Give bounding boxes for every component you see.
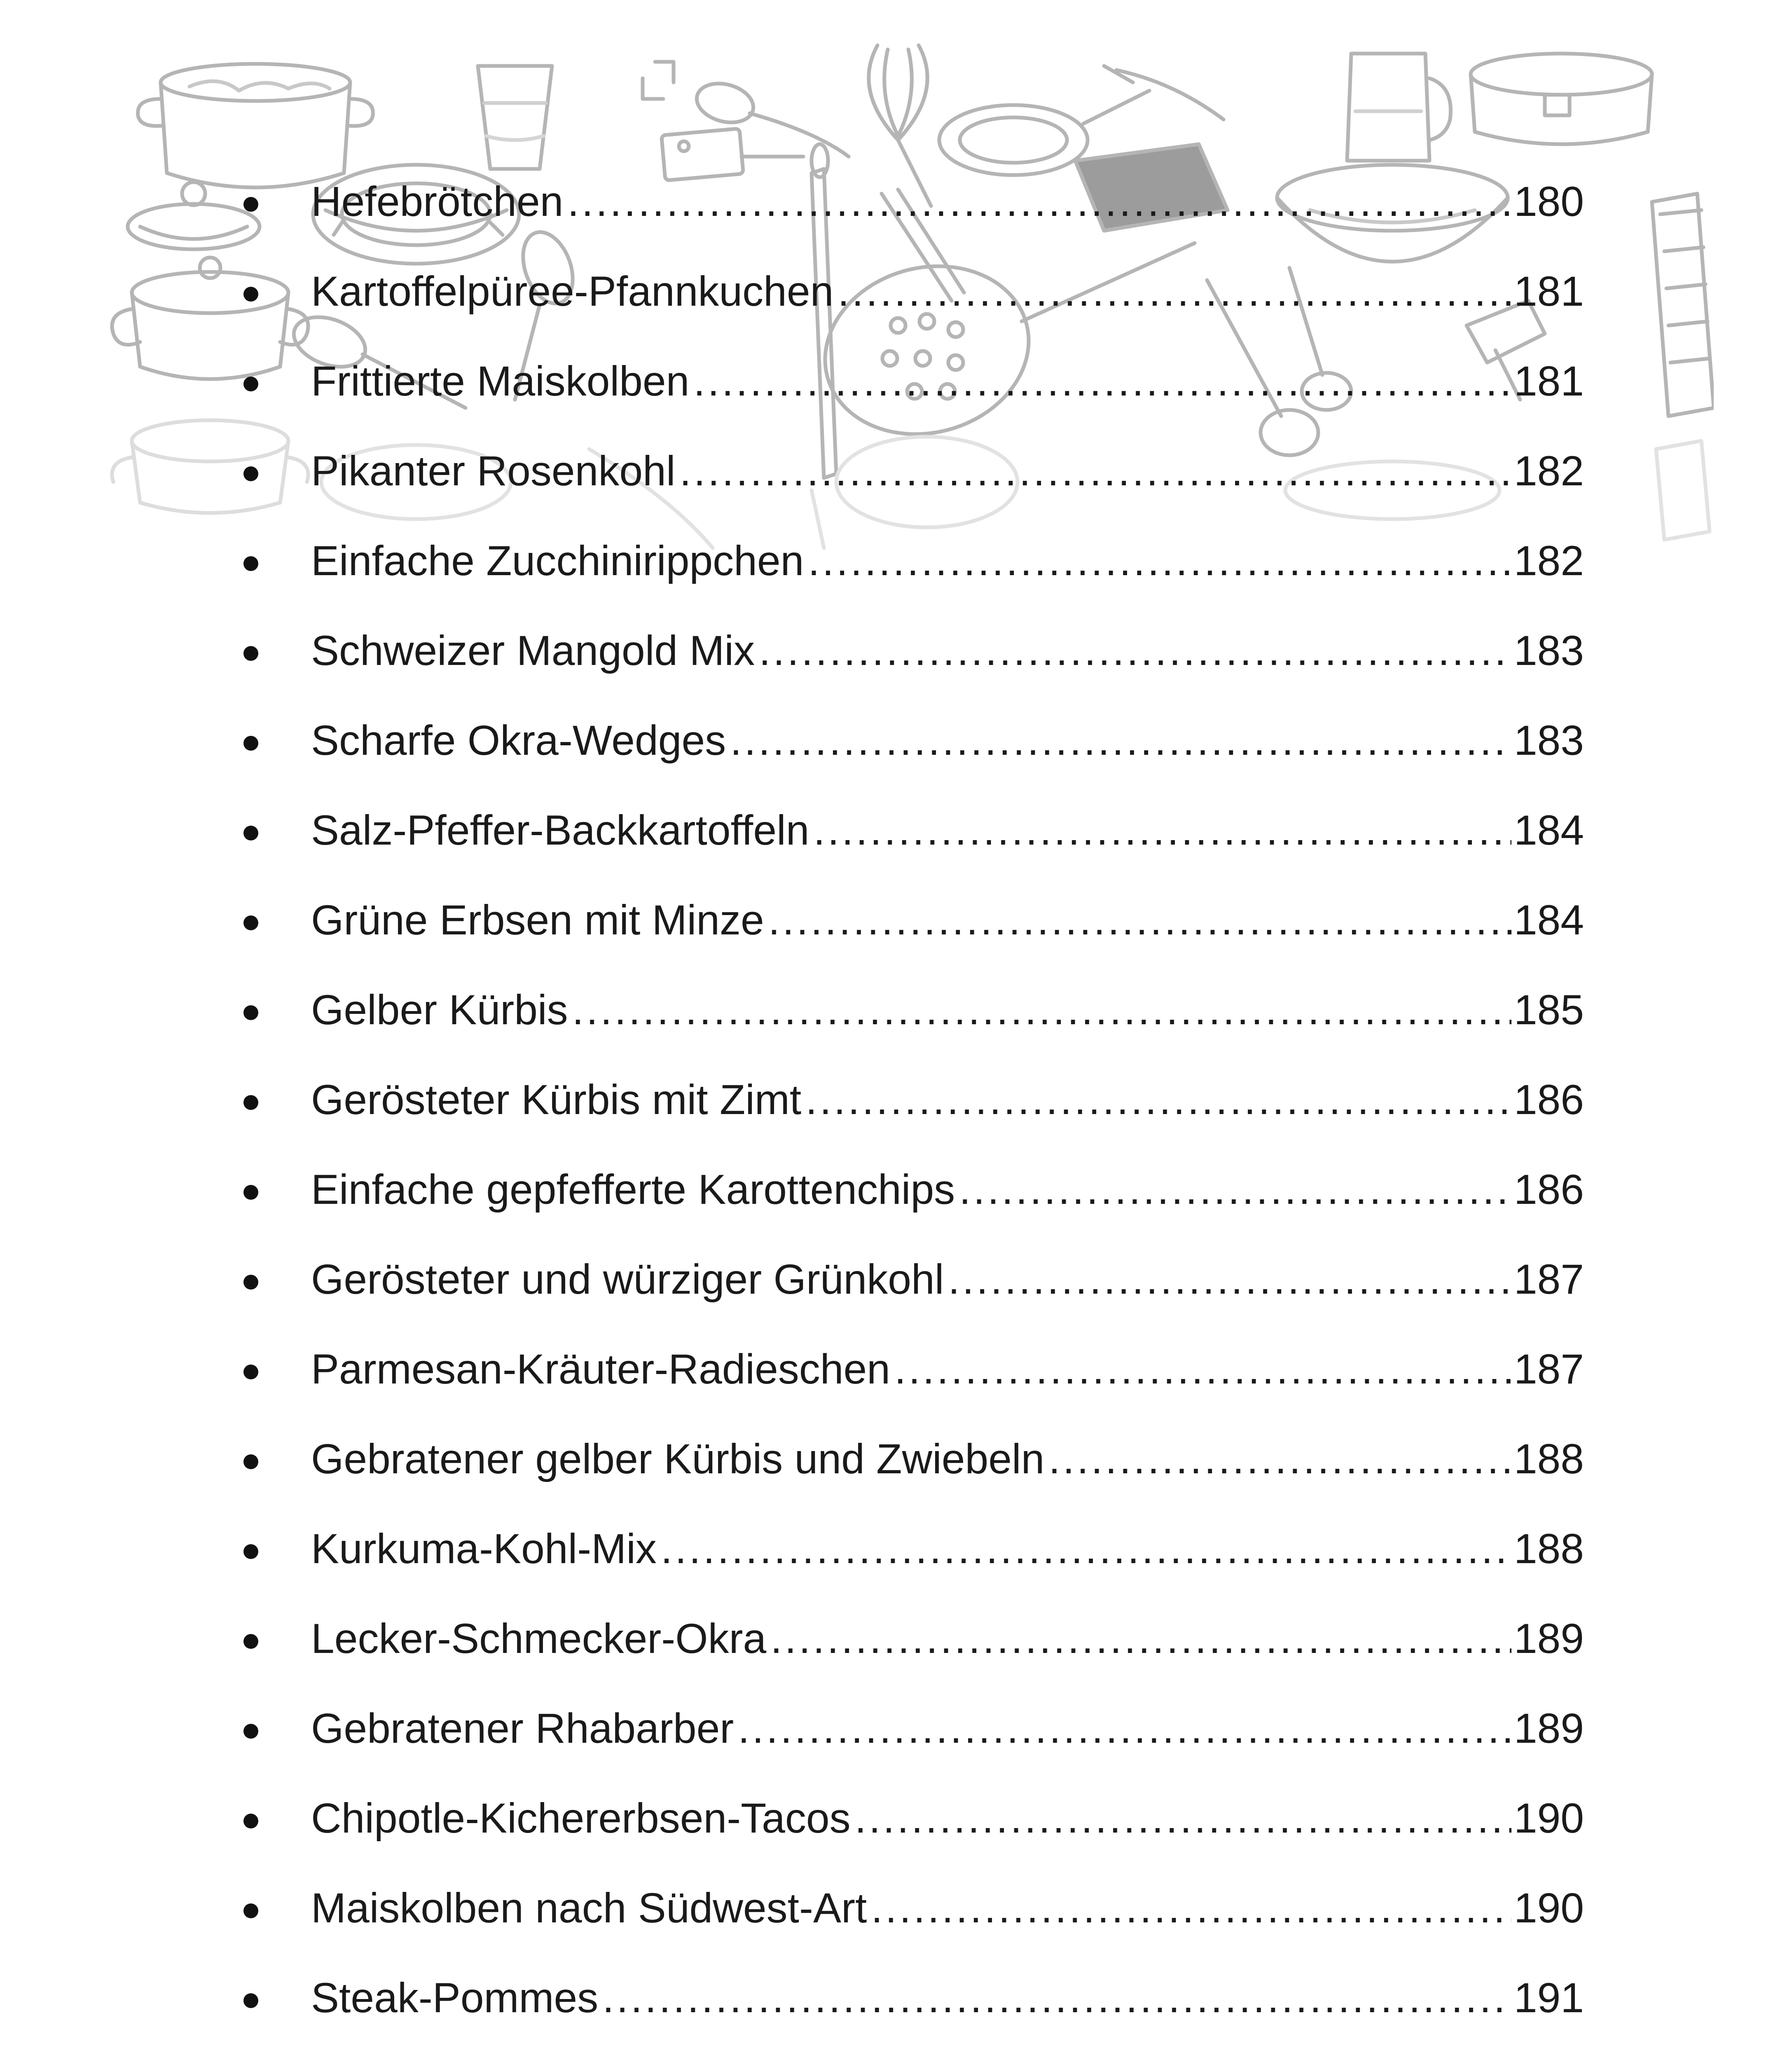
page-number: 188: [1514, 1525, 1584, 1572]
page-number: 189: [1514, 1615, 1584, 1662]
dot-leader: [838, 270, 1511, 312]
toc-entry[interactable]: [247, 969, 1584, 1031]
entry-title: Schweizer Mangold Mix: [311, 627, 755, 674]
page-number: 183: [1514, 717, 1584, 764]
page-number: 186: [1514, 1076, 1584, 1123]
toc-entry[interactable]: [247, 789, 1584, 854]
bullet-icon: [243, 1634, 258, 1649]
bullet-icon: [243, 1544, 258, 1559]
entry-title: Kartoffelpüree-Pfannkuchen: [311, 268, 834, 315]
entry-title: Kurkuma-Kohl-Mix: [311, 1525, 657, 1572]
toc-entry[interactable]: [247, 879, 1584, 941]
dot-leader: [661, 1528, 1511, 1570]
toc-entry[interactable]: [247, 1508, 1584, 1570]
entry-title: Gelber Kürbis: [311, 986, 568, 1033]
toc-entry[interactable]: [247, 430, 1584, 492]
page-number: 182: [1514, 447, 1584, 494]
page-number: 183: [1514, 627, 1584, 674]
toc-entry[interactable]: [247, 250, 1584, 315]
page-number: 191: [1514, 1974, 1584, 2021]
page-number: 190: [1514, 1884, 1584, 1931]
bullet-icon: [243, 466, 258, 481]
dot-leader: [693, 360, 1511, 402]
entry-title: Hefebrötchen: [311, 178, 564, 225]
bullet-icon: [243, 1724, 258, 1739]
page-number: 185: [1514, 986, 1584, 1033]
dot-leader: [871, 1887, 1511, 1929]
entry-title: Lecker-Schmecker-Okra: [311, 1615, 767, 1662]
page-number: 182: [1514, 537, 1584, 584]
dot-leader: [679, 450, 1511, 492]
dot-leader: [738, 1707, 1511, 1749]
bullet-icon: [243, 826, 258, 840]
entry-title: Chipotle-Kichererbsen-Tacos: [311, 1795, 851, 1842]
entry-title: Einfache Zucchinirippchen: [311, 537, 804, 584]
page-number: 181: [1514, 268, 1584, 315]
page-number: 189: [1514, 1705, 1584, 1752]
toc-entry[interactable]: [247, 700, 1584, 764]
entry-title: Scharfe Okra-Wedges: [311, 717, 726, 764]
entry-title: Gebratener Rhabarber: [311, 1705, 734, 1752]
dot-leader: [759, 630, 1511, 672]
toc-entry[interactable]: [247, 2047, 1584, 2060]
bullet-icon: [243, 1005, 258, 1020]
dot-leader: [855, 1797, 1511, 1839]
dot-leader: [1048, 1438, 1511, 1480]
dot-leader: [768, 899, 1511, 941]
toc-entry[interactable]: [247, 1957, 1584, 2019]
page-number: 181: [1514, 358, 1584, 405]
dot-leader: [770, 1618, 1511, 1660]
toc-entry[interactable]: [247, 161, 1584, 225]
toc-entry[interactable]: [247, 1867, 1584, 1929]
bullet-icon: [243, 736, 258, 751]
entry-title: Grüne Erbsen mit Minze: [311, 897, 764, 943]
bullet-icon: [243, 646, 258, 661]
bullet-icon: [243, 1185, 258, 1200]
bullet-icon: [243, 1454, 258, 1469]
dot-leader: [805, 1079, 1511, 1121]
page-number: 184: [1514, 807, 1584, 854]
entry-title: Maiskolben nach Südwest-Art: [311, 1884, 867, 1931]
entry-title: Steak-Pommes: [311, 1974, 599, 2021]
toc-entry[interactable]: [247, 610, 1584, 672]
toc-entry[interactable]: [247, 1598, 1584, 1660]
dot-leader: [567, 180, 1511, 222]
page-number: 180: [1514, 178, 1584, 225]
page-number: 186: [1514, 1166, 1584, 1213]
dot-leader: [948, 1258, 1511, 1300]
dot-leader: [730, 719, 1511, 761]
page-number: 190: [1514, 1795, 1584, 1842]
bullet-icon: [243, 1275, 258, 1290]
bullet-icon: [243, 556, 258, 571]
bullet-icon: [243, 1365, 258, 1379]
dot-leader: [813, 809, 1511, 851]
toc-entry[interactable]: [247, 1238, 1584, 1303]
toc-entry[interactable]: [247, 520, 1584, 582]
toc-entry[interactable]: [247, 1328, 1584, 1393]
page-number: 187: [1514, 1256, 1584, 1303]
page-number: 188: [1514, 1435, 1584, 1482]
toc-entry[interactable]: [247, 1777, 1584, 1842]
entry-title: Gerösteter Kürbis mit Zimt: [311, 1076, 802, 1123]
bullet-icon: [243, 1814, 258, 1828]
entry-title: Pikanter Rosenkohl: [311, 447, 676, 494]
toc-entry[interactable]: [247, 1688, 1584, 1752]
toc-entry[interactable]: [247, 1418, 1584, 1480]
entry-title: Parmesan-Kräuter-Radieschen: [311, 1346, 890, 1393]
entry-title: Salz-Pfeffer-Backkartoffeln: [311, 807, 809, 854]
toc-entry[interactable]: [247, 1149, 1584, 1213]
entry-title: Einfache gepfefferte Karottenchips: [311, 1166, 955, 1213]
entry-title: Frittierte Maiskolben: [311, 358, 690, 405]
bullet-icon: [243, 1095, 258, 1110]
dot-leader: [572, 989, 1511, 1031]
toc-entry[interactable]: [247, 340, 1584, 405]
dot-leader: [959, 1168, 1511, 1210]
dot-leader: [894, 1348, 1511, 1390]
bullet-icon: [243, 197, 258, 212]
bullet-icon: [243, 377, 258, 391]
page-number: 187: [1514, 1346, 1584, 1393]
bullet-icon: [243, 1993, 258, 2008]
page-number: 184: [1514, 897, 1584, 943]
entry-title: Gebratener gelber Kürbis und Zwiebeln: [311, 1435, 1045, 1482]
bullet-icon: [243, 915, 258, 930]
toc-entry[interactable]: [247, 1059, 1584, 1121]
dot-leader: [602, 1977, 1511, 2019]
bullet-icon: [243, 287, 258, 302]
entry-title: Gerösteter und würziger Grünkohl: [311, 1256, 944, 1303]
dot-leader: [808, 540, 1511, 582]
bullet-icon: [243, 1903, 258, 1918]
